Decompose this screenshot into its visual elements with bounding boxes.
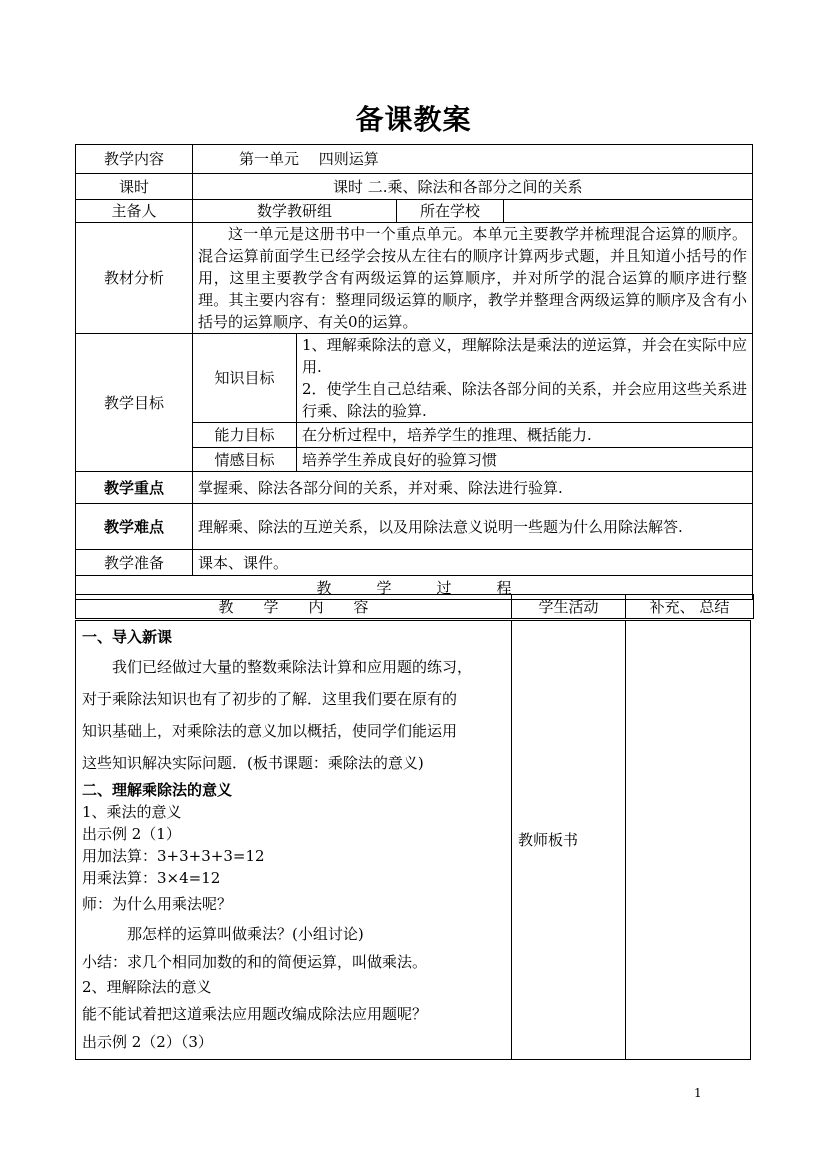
content-value: 第一单元 四则运算: [193, 145, 753, 174]
analysis-text: 这一单元是这册书中一个重点单元。本单元主要教学并梳理混合运算的顺序。混合运算前面学生已经学会按从左往右的顺序计算两步式题，并且知道小括号的作用，这里主要教学含有两级运算的运算顺序，并对所学的混合运算的顺序进行整理。其主要内容有：整理同级运算的顺序，教学并整理含两级运算的顺序及含有小括号的运算顺序、有关0的运算。: [193, 223, 753, 334]
lesson-label: 课时: [76, 174, 193, 200]
knowledge-goal-2: 2．使学生自己总结乘、除法各部分间的关系，并会应用这些关系进行乘、除法的验算.: [302, 380, 748, 420]
section2-title: 二、理解乘除法的意义: [82, 781, 233, 799]
section1-para3: 知识基础上，对乘除法的意义加以概括，使同学们能运用: [82, 722, 458, 740]
supplement-cell: [626, 621, 751, 1060]
preparation-label: 教学准备: [76, 550, 193, 576]
section1-para1: 我们已经做过大量的整数乘除法计算和应用题的练习，: [112, 658, 473, 676]
process-content: [76, 621, 512, 1060]
content-label: 教学内容: [76, 145, 193, 174]
knowledge-goal-1: 1、理解乘除法的意义，理解除法是乘法的逆运算，并会在实际中应用.: [302, 336, 748, 376]
school-value: [504, 200, 753, 223]
multiplication-meaning: 1、乘法的意义: [82, 803, 182, 821]
section1-title: 一、导入新课: [82, 628, 173, 646]
lesson-info-table: [75, 144, 753, 600]
process-heading: 教 学 过 程: [76, 576, 753, 600]
col-supplement-header: 补充、 总结: [626, 595, 754, 619]
process-header-table: [75, 594, 754, 619]
col-content-header: 教 学 内 容: [76, 595, 512, 619]
author-value: 数学教研组: [193, 200, 397, 223]
difficulty-label: 教学难点: [76, 504, 193, 550]
key-point-value: 掌握乘、除法各部分间的关系，并对乘、除法进行验算.: [193, 472, 753, 504]
school-label: 所在学校: [397, 200, 504, 223]
difficulty-value: 理解乘、除法的互逆关系，以及用除法意义说明一些题为什么用除法解答.: [193, 504, 753, 550]
preparation-value: 课本、课件。: [193, 550, 753, 576]
col-student-header: 学生活动: [512, 595, 626, 619]
page-number: 1: [694, 1086, 702, 1100]
division-meaning: 2、理解除法的意义: [82, 978, 212, 996]
document-title: 备课教案: [355, 103, 472, 136]
author-label: 主备人: [76, 200, 193, 223]
section1-para4: 这些知识解决实际问题．(板书课题：乘除法的意义): [82, 754, 424, 772]
process-body-table: [75, 620, 751, 1060]
student-activity: [512, 621, 626, 1060]
section1-para2: 对于乘除法知识也有了初步的了解．这里我们要在原有的: [82, 690, 458, 708]
student-activity-text: 教师板书: [518, 831, 579, 849]
rewrite-question: 能不能试着把这道乘法应用题改编成除法应用题呢？: [82, 1005, 428, 1023]
ability-goal-value: 在分析过程中，培养学生的推理、概括能力.: [297, 423, 753, 448]
multiplication-calc: 用乘法算：3×4=12: [82, 869, 221, 887]
analysis-label: 教材分析: [76, 223, 193, 334]
summary: 小结：求几个相同加数的和的简便运算，叫做乘法。: [82, 953, 428, 971]
lesson-value: 课时 二.乘、除法和各部分之间的关系: [193, 174, 753, 200]
emotion-goal-label: 情感目标: [193, 448, 297, 472]
group-discussion: 那怎样的运算叫做乘法？(小组讨论): [127, 925, 364, 943]
key-point-label: 教学重点: [76, 472, 193, 504]
teacher-question: 师：为什么用乘法呢？: [82, 895, 233, 913]
knowledge-goal-value: [297, 334, 753, 423]
goals-label: 教学目标: [76, 334, 193, 472]
ability-goal-label: 能力目标: [193, 423, 297, 448]
example-2-2-3: 出示例 2（2）（3）: [82, 1033, 213, 1051]
addition-calc: 用加法算：3+3+3+3=12: [82, 847, 265, 865]
knowledge-goal-label: 知识目标: [193, 334, 297, 423]
example-2-1: 出示例 2（1）: [82, 825, 181, 843]
emotion-goal-value: 培养学生养成良好的验算习惯: [297, 448, 753, 472]
